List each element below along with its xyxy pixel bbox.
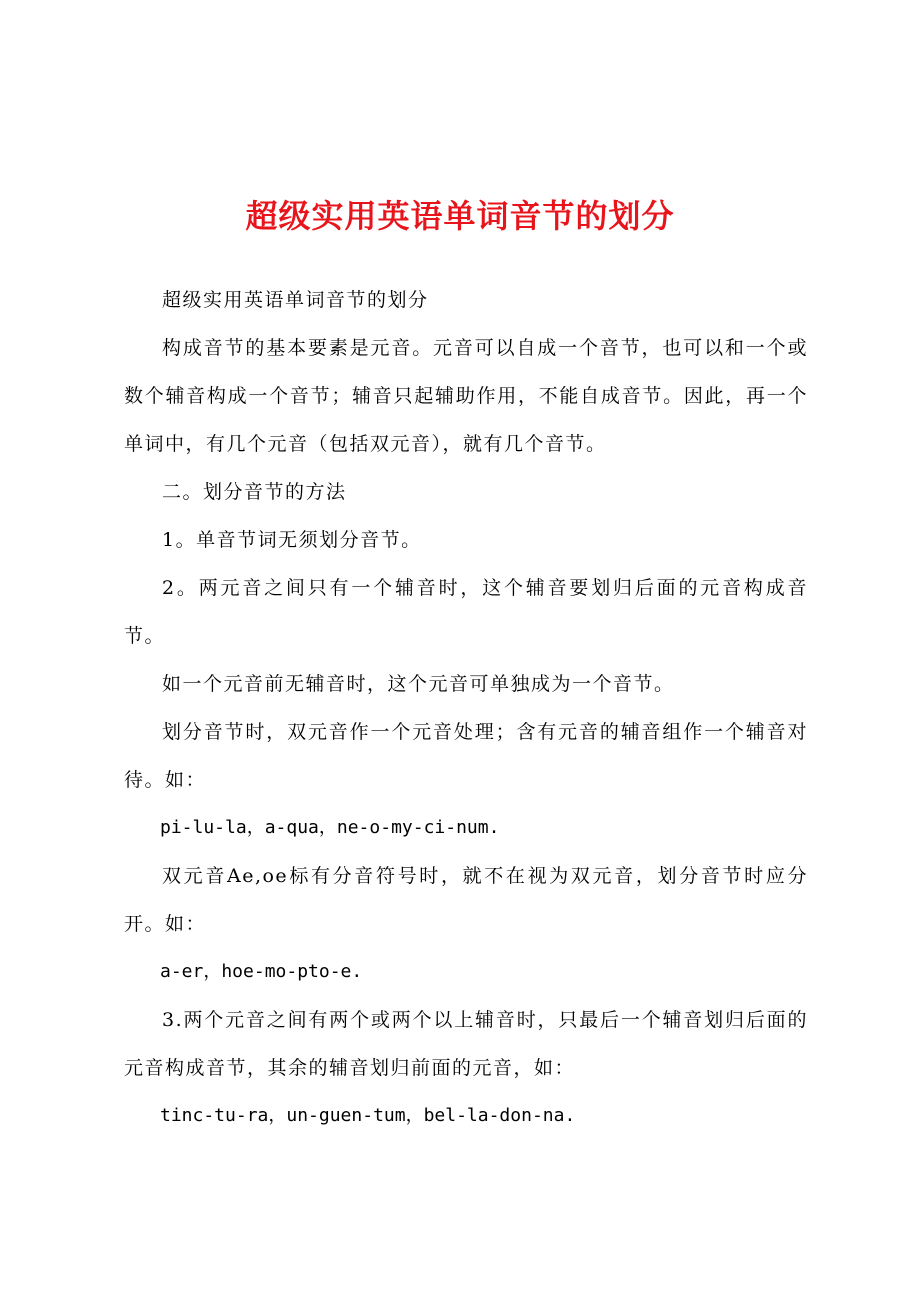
diphthong-rule: 划分音节时，双元音作一个元音处理；含有元音的辅音组作一个辅音对待。如： (124, 721, 808, 791)
section-heading-methods: 二。划分音节的方法 (162, 481, 347, 503)
example-3: tinc-tu-ra，un-guen-tum，bel-la-don-na. (160, 1105, 576, 1126)
document-title: 超级实用英语单词音节的划分 (245, 197, 675, 235)
rule-1: 1。单音节词无须划分音节。 (162, 529, 422, 551)
diaeresis-rule: 双元音Ae,oe标有分音符号时，就不在视为双元音，划分音节时应分开。如： (124, 865, 808, 935)
example-2: a-er，hoe-mo-pto-e. (160, 961, 363, 982)
paragraph-subtitle: 超级实用英语单词音节的划分 (162, 289, 429, 311)
rule-2-note: 如一个元音前无辅音时，这个元音可单独成为一个音节。 (162, 673, 675, 695)
paragraph-syllable-elements: 构成音节的基本要素是元音。元音可以自成一个音节，也可以和一个或数个辅音构成一个音节；辅音只起辅助作用，不能自成音节。因此，再一个单词中，有几个元音（包括双元音），就有几个音节。 (124, 337, 808, 455)
example-1: pi-lu-la，a-qua，ne-o-my-ci-num. (160, 817, 500, 838)
document-body (124, 276, 808, 1140)
rule-2: 2。两元音之间只有一个辅音时，这个辅音要划归后面的元音构成音节。 (124, 577, 808, 647)
rule-3: 3.两个元音之间有两个或两个以上辅音时，只最后一个辅音划归后面的元音构成音节，其余的辅音划归前面的元音，如： (124, 1009, 808, 1079)
